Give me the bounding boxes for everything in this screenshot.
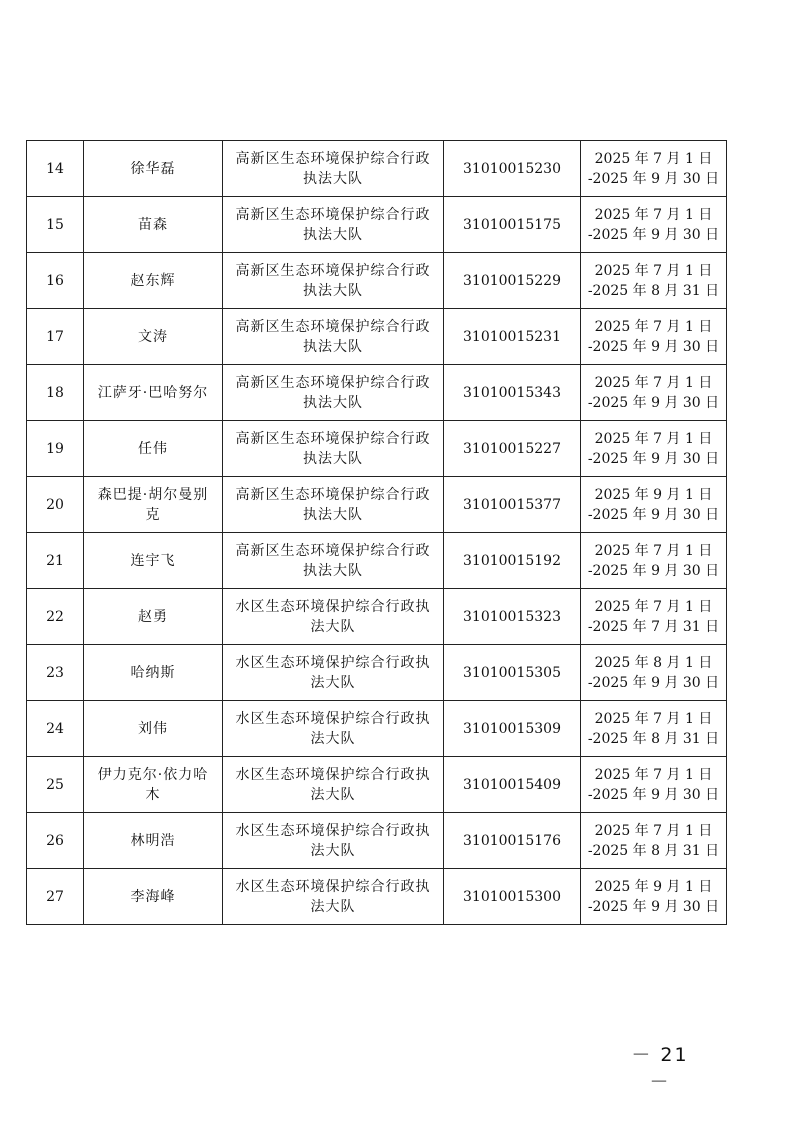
- period-start: 2025 年 7 月 1 日: [594, 766, 713, 783]
- table-row: [27, 701, 727, 757]
- table-row: [27, 421, 727, 477]
- person-name: 哈纳斯: [130, 664, 176, 681]
- personnel-table: [26, 140, 727, 925]
- period-cell: [581, 645, 727, 701]
- row-number-cell: [27, 141, 84, 197]
- period-cell: [581, 757, 727, 813]
- row-number-cell: [27, 701, 84, 757]
- person-name: 林明浩: [130, 832, 176, 849]
- table-row: [27, 477, 727, 533]
- unit-name: 高新区生态环境保护综合行政执法大队: [235, 318, 431, 355]
- row-number-cell: [27, 197, 84, 253]
- unit-cell: [223, 869, 444, 925]
- unit-name: 高新区生态环境保护综合行政执法大队: [235, 430, 431, 467]
- period-cell: [581, 141, 727, 197]
- period-end: -2025 年 9 月 30 日: [587, 226, 720, 243]
- row-number-cell: [27, 757, 84, 813]
- name-cell: [84, 757, 223, 813]
- person-name: 连宇飞: [130, 552, 176, 569]
- certificate-cell: [444, 253, 581, 309]
- name-cell: [84, 365, 223, 421]
- person-name: 伊力克尔·依力哈木: [97, 766, 209, 803]
- person-name: 赵东辉: [130, 272, 176, 289]
- unit-cell: [223, 421, 444, 477]
- row-number-cell: [27, 365, 84, 421]
- person-name: 赵勇: [138, 608, 168, 625]
- unit-cell: [223, 141, 444, 197]
- name-cell: [84, 421, 223, 477]
- period-cell: [581, 533, 727, 589]
- period-end: -2025 年 9 月 30 日: [587, 898, 720, 915]
- person-name: 森巴提·胡尔曼别克: [97, 486, 209, 523]
- certificate-number: 31010015229: [463, 272, 561, 289]
- row-number: 16: [46, 272, 64, 289]
- row-number-cell: [27, 309, 84, 365]
- row-number-cell: [27, 869, 84, 925]
- certificate-cell: [444, 421, 581, 477]
- unit-cell: [223, 757, 444, 813]
- row-number: 19: [46, 440, 64, 457]
- row-number: 25: [46, 776, 64, 793]
- certificate-number: 31010015230: [463, 160, 561, 177]
- table-row: [27, 365, 727, 421]
- period-start: 2025 年 7 月 1 日: [594, 430, 713, 447]
- name-cell: [84, 253, 223, 309]
- certificate-cell: [444, 197, 581, 253]
- table-row: [27, 253, 727, 309]
- period-start: 2025 年 7 月 1 日: [594, 822, 713, 839]
- certificate-number: 31010015176: [463, 832, 561, 849]
- row-number: 26: [46, 832, 64, 849]
- row-number: 20: [46, 496, 64, 513]
- period-start: 2025 年 7 月 1 日: [594, 710, 713, 727]
- certificate-cell: [444, 141, 581, 197]
- table-row: [27, 813, 727, 869]
- period-start: 2025 年 7 月 1 日: [594, 542, 713, 559]
- certificate-cell: [444, 533, 581, 589]
- table-row: [27, 309, 727, 365]
- row-number: 24: [46, 720, 64, 737]
- unit-cell: [223, 309, 444, 365]
- period-end: -2025 年 9 月 30 日: [587, 394, 720, 411]
- period-cell: [581, 197, 727, 253]
- unit-cell: [223, 645, 444, 701]
- page-number: － 21 －: [631, 1044, 689, 1093]
- name-cell: [84, 589, 223, 645]
- period-start: 2025 年 7 月 1 日: [594, 262, 713, 279]
- certificate-cell: [444, 701, 581, 757]
- row-number-cell: [27, 421, 84, 477]
- person-name: 徐华磊: [130, 160, 176, 177]
- period-start: 2025 年 9 月 1 日: [594, 878, 713, 895]
- person-name: 文涛: [138, 328, 168, 345]
- certificate-number: 31010015175: [463, 216, 561, 233]
- unit-name: 水区生态环境保护综合行政执法大队: [235, 822, 431, 859]
- unit-name: 高新区生态环境保护综合行政执法大队: [235, 262, 431, 299]
- period-cell: [581, 477, 727, 533]
- personnel-table-body: [27, 141, 727, 925]
- period-end: -2025 年 8 月 31 日: [587, 730, 720, 747]
- certificate-cell: [444, 589, 581, 645]
- table-row: [27, 869, 727, 925]
- row-number-cell: [27, 533, 84, 589]
- row-number-cell: [27, 813, 84, 869]
- row-number: 17: [46, 328, 64, 345]
- certificate-number: 31010015300: [463, 888, 561, 905]
- unit-cell: [223, 589, 444, 645]
- period-start: 2025 年 7 月 1 日: [594, 206, 713, 223]
- period-start: 2025 年 7 月 1 日: [594, 150, 713, 167]
- row-number: 27: [46, 888, 64, 905]
- unit-name: 水区生态环境保护综合行政执法大队: [235, 598, 431, 635]
- person-name: 李海峰: [130, 888, 176, 905]
- name-cell: [84, 701, 223, 757]
- person-name: 苗森: [138, 216, 168, 233]
- name-cell: [84, 309, 223, 365]
- period-cell: [581, 869, 727, 925]
- period-cell: [581, 253, 727, 309]
- unit-name: 高新区生态环境保护综合行政执法大队: [235, 150, 431, 187]
- certificate-cell: [444, 309, 581, 365]
- unit-name: 高新区生态环境保护综合行政执法大队: [235, 206, 431, 243]
- certificate-number: 31010015309: [463, 720, 561, 737]
- row-number-cell: [27, 645, 84, 701]
- unit-name: 水区生态环境保护综合行政执法大队: [235, 878, 431, 915]
- row-number-cell: [27, 589, 84, 645]
- table-row: [27, 533, 727, 589]
- table-row: [27, 589, 727, 645]
- table-row: [27, 757, 727, 813]
- certificate-number: 31010015343: [463, 384, 561, 401]
- period-cell: [581, 813, 727, 869]
- period-end: -2025 年 8 月 31 日: [587, 282, 720, 299]
- period-end: -2025 年 9 月 30 日: [587, 506, 720, 523]
- unit-name: 水区生态环境保护综合行政执法大队: [235, 766, 431, 803]
- unit-name: 水区生态环境保护综合行政执法大队: [235, 654, 431, 691]
- table-row: [27, 645, 727, 701]
- certificate-cell: [444, 757, 581, 813]
- row-number: 21: [46, 552, 64, 569]
- period-start: 2025 年 8 月 1 日: [594, 654, 713, 671]
- period-end: -2025 年 9 月 30 日: [587, 786, 720, 803]
- period-cell: [581, 589, 727, 645]
- period-end: -2025 年 7 月 31 日: [587, 618, 720, 635]
- certificate-cell: [444, 477, 581, 533]
- period-start: 2025 年 9 月 1 日: [594, 486, 713, 503]
- period-cell: [581, 309, 727, 365]
- period-end: -2025 年 9 月 30 日: [587, 170, 720, 187]
- certificate-number: 31010015377: [463, 496, 561, 513]
- row-number-cell: [27, 477, 84, 533]
- period-cell: [581, 421, 727, 477]
- certificate-number: 31010015231: [463, 328, 561, 345]
- row-number: 15: [46, 216, 64, 233]
- unit-cell: [223, 365, 444, 421]
- name-cell: [84, 141, 223, 197]
- certificate-cell: [444, 869, 581, 925]
- name-cell: [84, 533, 223, 589]
- certificate-cell: [444, 645, 581, 701]
- certificate-cell: [444, 813, 581, 869]
- period-end: -2025 年 9 月 30 日: [587, 338, 720, 355]
- period-end: -2025 年 8 月 31 日: [587, 842, 720, 859]
- table-row: [27, 197, 727, 253]
- period-end: -2025 年 9 月 30 日: [587, 450, 720, 467]
- unit-name: 高新区生态环境保护综合行政执法大队: [235, 486, 431, 523]
- unit-cell: [223, 533, 444, 589]
- unit-cell: [223, 813, 444, 869]
- period-start: 2025 年 7 月 1 日: [594, 374, 713, 391]
- period-cell: [581, 365, 727, 421]
- row-number: 18: [46, 384, 64, 401]
- person-name: 任伟: [138, 440, 168, 457]
- certificate-number: 31010015409: [463, 776, 561, 793]
- row-number: 14: [46, 160, 64, 177]
- row-number-cell: [27, 253, 84, 309]
- certificate-number: 31010015305: [463, 664, 561, 681]
- name-cell: [84, 477, 223, 533]
- period-start: 2025 年 7 月 1 日: [594, 318, 713, 335]
- table-row: [27, 141, 727, 197]
- unit-cell: [223, 477, 444, 533]
- unit-name: 高新区生态环境保护综合行政执法大队: [235, 374, 431, 411]
- certificate-number: 31010015192: [463, 552, 561, 569]
- certificate-cell: [444, 365, 581, 421]
- name-cell: [84, 813, 223, 869]
- row-number: 22: [46, 608, 64, 625]
- person-name: 江萨牙·巴哈努尔: [97, 384, 209, 401]
- unit-name: 水区生态环境保护综合行政执法大队: [235, 710, 431, 747]
- person-name: 刘伟: [138, 720, 168, 737]
- period-end: -2025 年 9 月 30 日: [587, 674, 720, 691]
- certificate-number: 31010015323: [463, 608, 561, 625]
- name-cell: [84, 645, 223, 701]
- unit-cell: [223, 197, 444, 253]
- row-number: 23: [46, 664, 64, 681]
- certificate-number: 31010015227: [463, 440, 561, 457]
- unit-cell: [223, 253, 444, 309]
- unit-cell: [223, 701, 444, 757]
- name-cell: [84, 197, 223, 253]
- period-cell: [581, 701, 727, 757]
- period-start: 2025 年 7 月 1 日: [594, 598, 713, 615]
- unit-name: 高新区生态环境保护综合行政执法大队: [235, 542, 431, 579]
- name-cell: [84, 869, 223, 925]
- period-end: -2025 年 9 月 30 日: [587, 562, 720, 579]
